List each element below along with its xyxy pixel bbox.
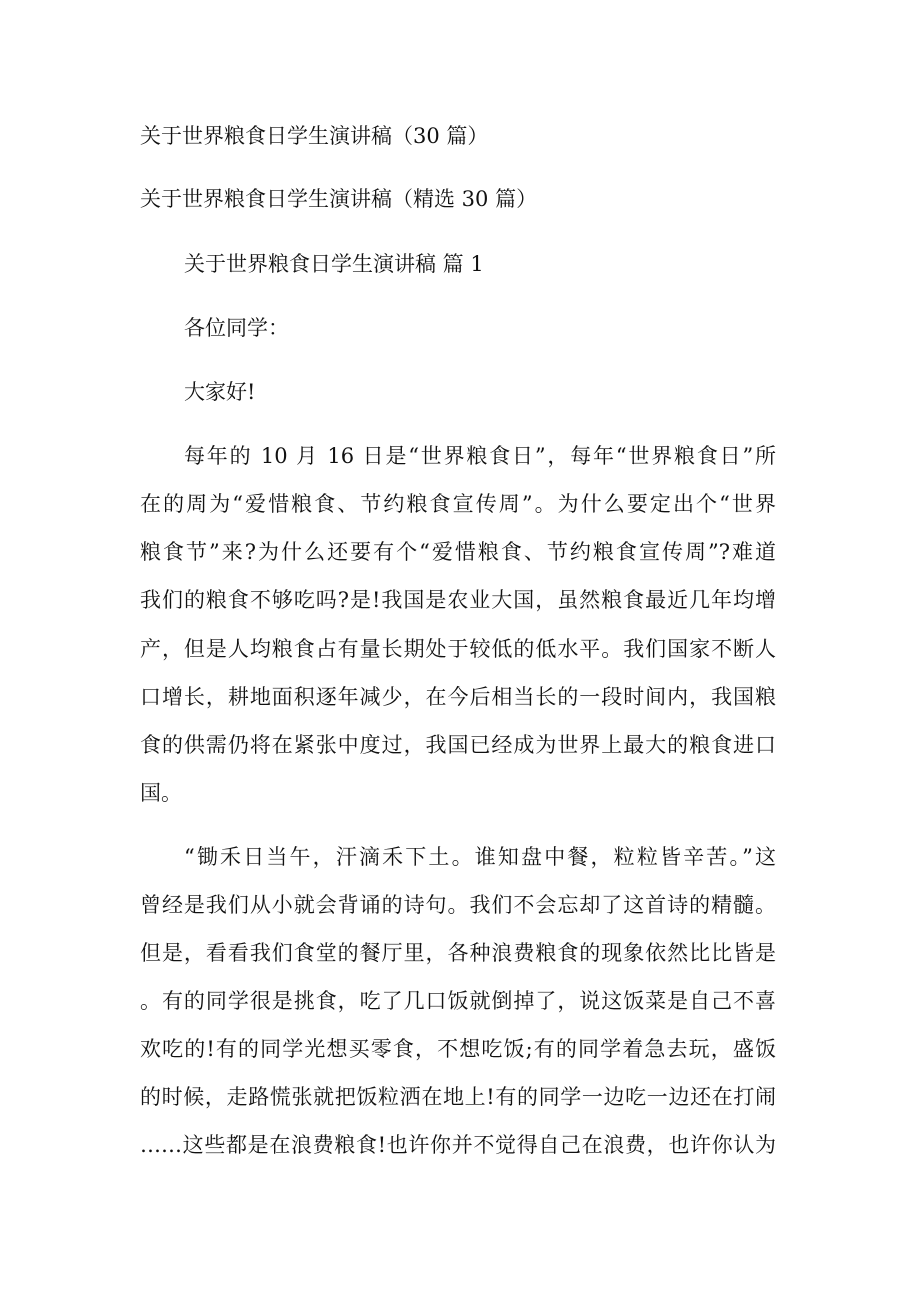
document-title: 关于世界粮食日学生演讲稿（30 篇） bbox=[140, 124, 489, 148]
paragraph-1-line: 我们的粮食不够吃吗?是!我国是农业大国，虽然粮食最近几年均增 bbox=[140, 588, 776, 612]
paragraph-2-line: 欢吃的!有的同学光想买零食，不想吃饭;有的同学着急去玩，盛饭 bbox=[140, 1037, 776, 1061]
paragraph-2-line: ……这些都是在浪费粮食!也许你并不觉得自己在浪费，也许你认为 bbox=[140, 1133, 776, 1157]
paragraph-1-line: 食的供需仍将在紧张中度过，我国已经成为世界上最大的粮食进口 bbox=[140, 733, 776, 757]
paragraph-2-line: 但是，看看我们食堂的餐厅里，各种浪费粮食的现象依然比比皆是 bbox=[140, 941, 776, 965]
paragraph-2-line: 曾经是我们从小就会背诵的诗句。我们不会忘却了这首诗的精髓。 bbox=[140, 893, 776, 917]
greeting: 大家好! bbox=[184, 380, 256, 404]
paragraph-2-line: “锄禾日当午，汗滴禾下土。谁知盘中餐，粒粒皆辛苦。”这 bbox=[184, 845, 776, 869]
paragraph-1-line: 口增长，耕地面积逐年减少，在今后相当长的一段时间内，我国粮 bbox=[140, 685, 776, 709]
paragraph-1-line: 粮食节”来?为什么还要有个“爱惜粮食、节约粮食宣传周”?难道 bbox=[140, 540, 776, 564]
paragraph-1-line: 产，但是人均粮食占有量长期处于较低的低水平。我们国家不断人 bbox=[140, 637, 776, 661]
paragraph-2-line: 的时候，走路慌张就把饭粒洒在地上!有的同学一边吃一边还在打闹 bbox=[140, 1085, 776, 1109]
paragraph-1-line: 在的周为“爱惜粮食、节约粮食宣传周”。为什么要定出个“世界 bbox=[140, 492, 776, 516]
paragraph-1-line: 国。 bbox=[140, 781, 182, 805]
salutation: 各位同学： bbox=[184, 316, 289, 340]
paragraph-1-line: 每年的 10 月 16 日是“世界粮食日”，每年“世界粮食日”所 bbox=[184, 444, 776, 468]
document-subtitle: 关于世界粮食日学生演讲稿（精选 30 篇） bbox=[140, 187, 538, 211]
section-heading: 关于世界粮食日学生演讲稿 篇 1 bbox=[184, 252, 484, 276]
paragraph-2-line: 。有的同学很是挑食，吃了几口饭就倒掉了，说这饭菜是自己不喜 bbox=[140, 989, 776, 1013]
